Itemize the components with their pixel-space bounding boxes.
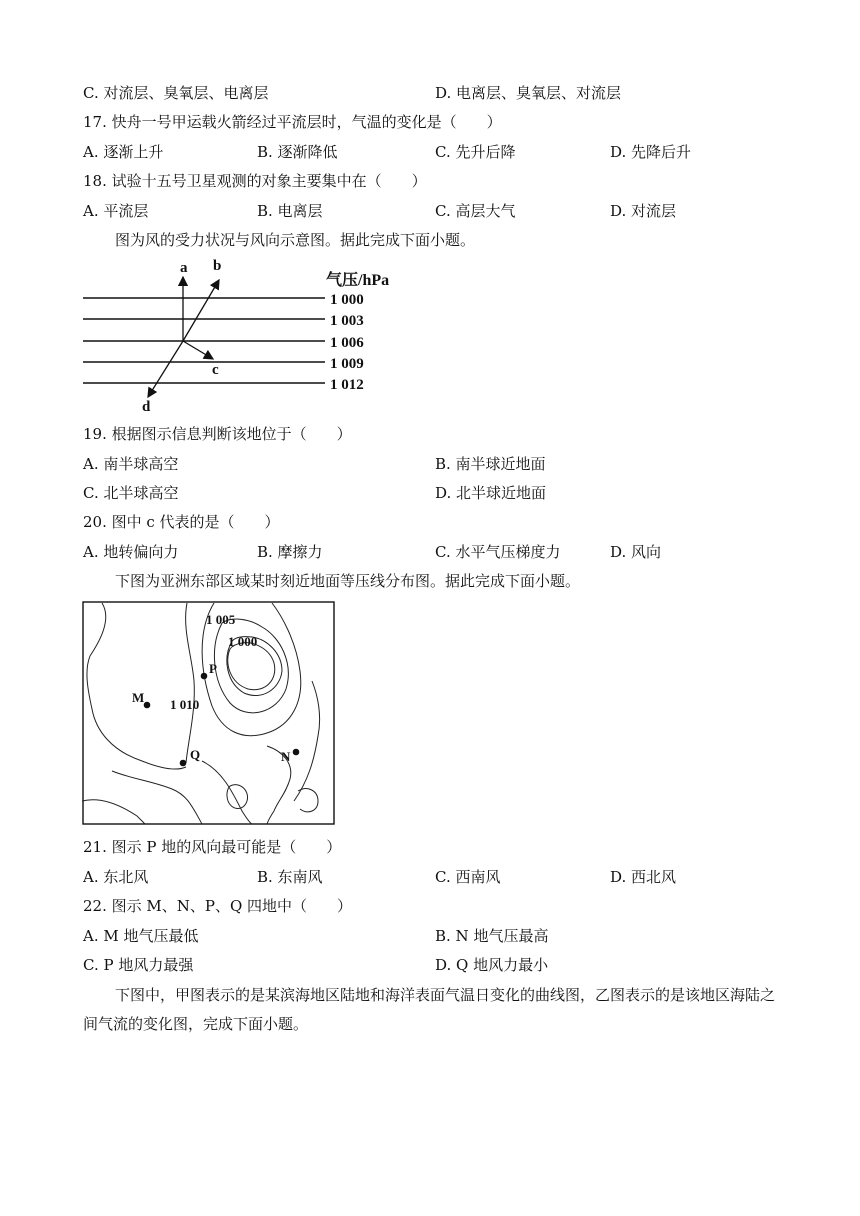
q19-option-d: D. 北半球近地面: [435, 484, 547, 502]
q21-option-d: D. 西北风: [610, 868, 677, 886]
q19-option-c: C. 北半球高空: [83, 484, 179, 502]
q21-option-c: C. 西南风: [435, 868, 501, 886]
q17-option-c: C. 先升后降: [435, 143, 516, 161]
isobar-label-1006: 1 006: [330, 335, 364, 351]
arrow-d: [148, 341, 183, 397]
q18-option-d: D. 对流层: [610, 202, 677, 220]
isobar-value-1005: 1 005: [206, 612, 236, 627]
q20-option-b: B. 摩擦力: [257, 543, 323, 561]
intro-wind-figure: 图为风的受力状况与风向示意图。据此完成下面小题。: [115, 231, 476, 249]
label-c: c: [212, 362, 219, 378]
q22-option-d: D. Q 地风力最小: [435, 956, 549, 974]
q18-option-a: A. 平流层: [83, 202, 149, 220]
q17-options-row: [83, 142, 783, 162]
point-p-label: P: [209, 661, 217, 676]
q19-option-a: A. 南半球高空: [83, 455, 179, 473]
q19-options-row-2: [83, 483, 783, 503]
q20-stem: 20. 图中 c 代表的是（ ）: [83, 513, 280, 531]
q20-option-c: C. 水平气压梯度力: [435, 543, 561, 561]
q18-option-c: C. 高层大气: [435, 202, 516, 220]
q21-stem: 21. 图示 P 地的风向最可能是（ ）: [83, 838, 342, 856]
q17-option-b: B. 逐渐降低: [257, 143, 338, 161]
q21-option-b: B. 东南风: [257, 868, 323, 886]
label-d: d: [142, 399, 151, 415]
point-p-dot: [201, 673, 208, 680]
arrow-c: [183, 341, 213, 359]
q17-option-a: A. 逐渐上升: [83, 143, 164, 161]
point-q-label: Q: [190, 747, 201, 762]
q17-option-d: D. 先降后升: [610, 143, 692, 161]
isobar-label-1003: 1 003: [330, 313, 364, 329]
point-m-label: M: [132, 690, 145, 705]
isobar-value-1000: 1 000: [228, 634, 258, 649]
label-a: a: [180, 260, 188, 276]
q18-option-b: B. 电离层: [257, 202, 323, 220]
q22-option-a: A. M 地气压最低: [83, 927, 199, 945]
q18-options-row: [83, 201, 783, 221]
isobar-map: [82, 601, 336, 825]
isobar-label-1009: 1 009: [330, 356, 364, 372]
q19-stem: 19. 根据图示信息判断该地位于（ ）: [83, 425, 352, 443]
q20-options-row: [83, 542, 783, 562]
q22-options-row-1: [83, 926, 783, 946]
wind-force-diagram: [80, 255, 410, 415]
q18-stem: 18. 试验十五号卫星观测的对象主要集中在（ ）: [83, 172, 427, 190]
q16-option-c: C. 对流层、臭氧层、电离层: [83, 84, 269, 102]
q21-options-row: [83, 867, 783, 887]
intro-sea-land-line-2: 间气流的变化图，完成下面小题。: [83, 1015, 309, 1033]
isobar-value-1010: 1 010: [170, 697, 200, 712]
q16-options-row: [83, 83, 783, 103]
q22-stem: 22. 图示 M、N、P、Q 四地中（ ）: [83, 897, 353, 915]
isobar-label-1012: 1 012: [330, 377, 364, 393]
intro-isobar-map: 下图为亚洲东部区域某时刻近地面等压线分布图。据此完成下面小题。: [115, 572, 581, 590]
point-m-dot: [144, 702, 151, 709]
q16-option-d: D. 电离层、臭氧层、对流层: [435, 84, 622, 102]
point-n-label: N: [281, 749, 291, 764]
q22-option-b: B. N 地气压最高: [435, 927, 549, 945]
isobar-label-1000: 1 000: [330, 292, 364, 308]
q22-option-c: C. P 地风力最强: [83, 956, 194, 974]
point-n-dot: [293, 749, 300, 756]
q21-option-a: A. 东北风: [83, 868, 149, 886]
q17-stem: 17. 快舟一号甲运载火箭经过平流层时，气温的变化是（ ）: [83, 113, 502, 131]
point-q-dot: [180, 760, 187, 767]
pressure-axis-title: 气压/hPa: [326, 272, 390, 289]
q22-options-row-2: [83, 955, 783, 975]
arrow-b: [183, 280, 219, 341]
q20-option-d: D. 风向: [610, 543, 662, 561]
q20-option-a: A. 地转偏向力: [83, 543, 179, 561]
q19-option-b: B. 南半球近地面: [435, 455, 546, 473]
label-b: b: [213, 258, 222, 274]
intro-sea-land-line-1: 下图中，甲图表示的是某滨海地区陆地和海洋表面气温日变化的曲线图，乙图表示的是该地区海陆之: [115, 986, 776, 1004]
q19-options-row-1: [83, 454, 783, 474]
map-frame: [83, 602, 334, 824]
